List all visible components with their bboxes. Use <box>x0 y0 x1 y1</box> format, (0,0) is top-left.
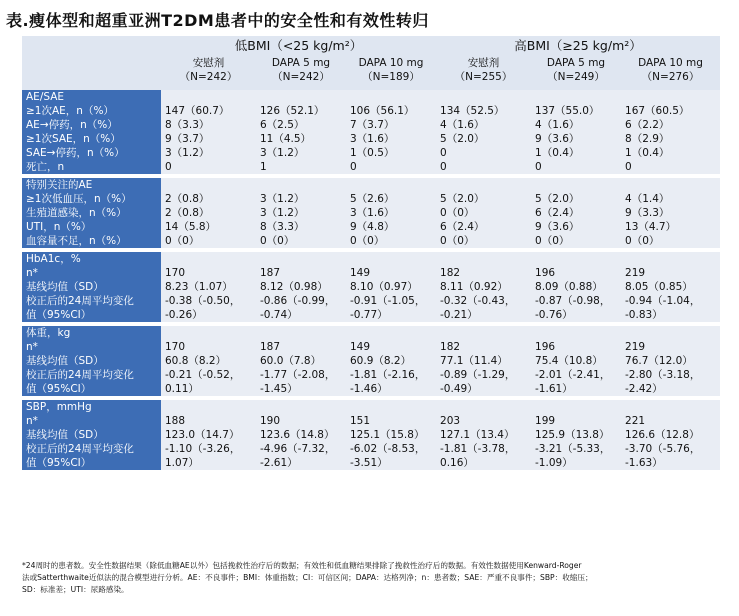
cell-value: 149 <box>350 341 371 353</box>
cell-value <box>440 252 527 266</box>
cell-value <box>260 326 342 340</box>
cell-value: 3（1.2） <box>165 147 210 159</box>
cell-value <box>350 178 432 192</box>
table-row <box>22 90 720 174</box>
table-row <box>22 400 720 470</box>
cell-value: -0.94（-1.04， <box>625 295 701 307</box>
cell-value: 5（2.6） <box>350 193 395 205</box>
cell-value <box>260 90 342 104</box>
cell-value: 5（2.0） <box>440 133 485 145</box>
row-label-cell <box>22 400 161 470</box>
row-label-cell <box>22 178 161 248</box>
value-cell <box>621 178 720 248</box>
value-cell <box>531 178 621 248</box>
cell-value: 8.10（0.97） <box>350 281 418 293</box>
cell-value: 0（0） <box>260 235 295 247</box>
cell-value: 8（3.3） <box>260 221 305 233</box>
cell-value <box>535 326 617 340</box>
cell-value: -3.21（-5.33， <box>535 443 611 455</box>
cell-value: 3（1.2） <box>260 147 305 159</box>
cell-value: -0.76） <box>535 309 573 321</box>
cell-value: 0 <box>535 161 542 173</box>
cell-value: 6（2.2） <box>625 119 670 131</box>
value-cell <box>531 252 621 322</box>
table-title: 表.瘦体型和超重亚洲T2DM患者中的安全性和有效性转归 <box>6 11 429 30</box>
row-label: n* <box>26 415 38 427</box>
value-cell <box>346 90 436 174</box>
cell-value: -6.02（-8.53， <box>350 443 426 455</box>
footnote-line: *24周时的患者数。安全性数据结果（除低血糖AE以外）包括挽救性治疗后的数据；有效性和低血糖结果排除了挽救性治疗后的数据。有效性数据使用Kenward-Roger <box>22 561 582 570</box>
value-cell <box>346 178 436 248</box>
cell-value <box>535 90 617 104</box>
cell-value: 8.11（0.92） <box>440 281 508 293</box>
cell-value <box>625 252 716 266</box>
cell-value: 106（56.1） <box>350 105 415 117</box>
cell-value: 0（0） <box>165 235 200 247</box>
value-cell <box>531 90 621 174</box>
cell-value: -1.09） <box>535 457 573 469</box>
cell-value: 1（0.4） <box>535 147 580 159</box>
cell-value: 137（55.0） <box>535 105 600 117</box>
column-name: DAPA 10 mg <box>358 57 424 69</box>
column-header-row <box>22 56 720 90</box>
row-label: 生殖道感染，n（%） <box>26 207 127 219</box>
cell-value: 219 <box>625 267 646 279</box>
cell-value: -0.49） <box>440 383 478 395</box>
cell-value <box>625 178 716 192</box>
cell-value <box>440 90 527 104</box>
group-header: 低BMI（<25 kg/m²） <box>161 36 436 56</box>
row-label: 体重，kg <box>26 327 71 339</box>
cell-value: 77.1（11.4） <box>440 355 508 367</box>
cell-value: 6（2.5） <box>260 119 305 131</box>
row-label-cell <box>22 90 161 174</box>
cell-value: 196 <box>535 341 556 353</box>
row-label: SAE→停药，n（%） <box>26 147 125 159</box>
cell-value: 13（4.7） <box>625 221 677 233</box>
cell-value: 196 <box>535 267 556 279</box>
cell-value: -0.38（-0.50， <box>165 295 241 307</box>
value-cell <box>161 326 256 396</box>
value-cell <box>256 326 346 396</box>
cell-value <box>535 252 617 266</box>
cell-value: -0.26） <box>165 309 203 321</box>
column-name: 安慰剂 <box>467 57 500 69</box>
cell-value: -2.61） <box>260 457 298 469</box>
cell-value: 187 <box>260 341 281 353</box>
cell-value <box>440 326 527 340</box>
cell-value: -0.32（-0.43， <box>440 295 516 307</box>
row-label-cell <box>22 252 161 322</box>
cell-value: 4（1.6） <box>535 119 580 131</box>
row-label: 基线均值（SD） <box>26 355 104 367</box>
cell-value: 9（3.6） <box>535 133 580 145</box>
cell-value: 4（1.4） <box>625 193 670 205</box>
cell-value: 125.9（13.8） <box>535 429 610 441</box>
row-label: AE/SAE <box>26 91 65 103</box>
cell-value: 7（3.7） <box>350 119 395 131</box>
corner-cell <box>22 36 161 56</box>
cell-value: 149 <box>350 267 371 279</box>
cell-value: 199 <box>535 415 556 427</box>
value-cell <box>256 178 346 248</box>
column-header <box>531 56 621 90</box>
cell-value: 188 <box>165 415 186 427</box>
cell-value: 0 <box>440 161 447 173</box>
cell-value <box>260 400 342 414</box>
cell-value: 75.4（10.8） <box>535 355 603 367</box>
cell-value: -0.21） <box>440 309 478 321</box>
cell-value: 11（4.5） <box>260 133 312 145</box>
row-label: 血容量不足，n（%） <box>26 235 127 247</box>
column-n: （N=249） <box>547 71 605 83</box>
cell-value: 170 <box>165 267 186 279</box>
cell-value: 5（2.0） <box>440 193 485 205</box>
column-header <box>161 56 256 90</box>
value-cell <box>161 90 256 174</box>
cell-value: 0 <box>440 147 447 159</box>
value-cell <box>436 252 531 322</box>
value-cell <box>161 178 256 248</box>
row-label: 校正后的24周平均变化 <box>26 369 134 381</box>
cell-value: -2.42） <box>625 383 663 395</box>
cell-value: 0（0） <box>625 235 660 247</box>
row-label: 特别关注的AE <box>26 179 93 191</box>
cell-value: 182 <box>440 267 461 279</box>
value-cell <box>436 178 531 248</box>
column-header <box>621 56 720 90</box>
value-cell <box>531 326 621 396</box>
cell-value: -1.81（-2.16， <box>350 369 426 381</box>
cell-value: 3（1.6） <box>350 133 395 145</box>
column-n: （N=189） <box>362 71 420 83</box>
row-label: n* <box>26 341 38 353</box>
row-label: UTI，n（%） <box>26 221 92 233</box>
cell-value: -0.91（-1.05， <box>350 295 426 307</box>
cell-value: 60.8（8.2） <box>165 355 227 367</box>
cell-value: -1.45） <box>260 383 298 395</box>
footnote <box>22 560 720 596</box>
cell-value: -1.61） <box>535 383 573 395</box>
cell-value: 0（0） <box>350 235 385 247</box>
row-label: 基线均值（SD） <box>26 281 104 293</box>
cell-value: 76.7（12.0） <box>625 355 693 367</box>
cell-value: 1（0.4） <box>625 147 670 159</box>
cell-value: 126.6（12.8） <box>625 429 700 441</box>
cell-value: 3（1.2） <box>260 193 305 205</box>
cell-value: 8.12（0.98） <box>260 281 328 293</box>
cell-value: 123.6（14.8） <box>260 429 335 441</box>
column-header <box>436 56 531 90</box>
cell-value <box>440 178 527 192</box>
cell-value: 147（60.7） <box>165 105 230 117</box>
cell-value: 2（0.8） <box>165 207 210 219</box>
cell-value: 9（3.7） <box>165 133 210 145</box>
cell-value <box>165 252 252 266</box>
cell-value: 60.0（7.8） <box>260 355 322 367</box>
cell-value <box>165 178 252 192</box>
row-label: ≥1次SAE，n（%） <box>26 133 121 145</box>
cell-value <box>625 90 716 104</box>
cell-value: -3.70（-5.76， <box>625 443 701 455</box>
cell-value: 60.9（8.2） <box>350 355 412 367</box>
corner-cell <box>22 56 161 90</box>
column-n: （N=242） <box>179 71 238 83</box>
cell-value: -1.46） <box>350 383 388 395</box>
column-n: （N=255） <box>454 71 513 83</box>
cell-value: 1.07） <box>165 457 199 469</box>
table-row <box>22 326 720 396</box>
cell-value: -1.63） <box>625 457 663 469</box>
cell-value: 8.09（0.88） <box>535 281 603 293</box>
cell-value: 1 <box>260 161 267 173</box>
cell-value: -1.77（-2.08， <box>260 369 336 381</box>
cell-value: 1（0.5） <box>350 147 395 159</box>
cell-value: 170 <box>165 341 186 353</box>
footnote-line: 法或Satterthwaite近似法的混合模型进行分析。AE：不良事件；BMI：体重指数；CI：可信区间；DAPA：达格列净；n：患者数；SAE：严重不良事件；SBP：收缩压； <box>22 573 593 582</box>
column-name: DAPA 10 mg <box>638 57 703 69</box>
cell-value: 0 <box>625 161 632 173</box>
group-header-row <box>22 36 720 56</box>
row-label: ≥1次AE，n（%） <box>26 105 114 117</box>
cell-value: 6（2.4） <box>440 221 485 233</box>
value-cell <box>161 252 256 322</box>
cell-value <box>350 326 432 340</box>
cell-value <box>350 90 432 104</box>
outcomes-table <box>22 36 720 470</box>
column-header <box>346 56 436 90</box>
value-cell <box>346 252 436 322</box>
cell-value: 221 <box>625 415 646 427</box>
row-label: AE→停药，n（%） <box>26 119 118 131</box>
column-name: DAPA 5 mg <box>546 57 606 69</box>
column-n: （N=276） <box>641 71 700 83</box>
row-label: 值（95%CI） <box>26 383 92 395</box>
value-cell <box>621 326 720 396</box>
group-header: 高BMI（≥25 kg/m²） <box>436 36 720 56</box>
cell-value: -0.77） <box>350 309 388 321</box>
row-label: 值（95%CI） <box>26 457 92 469</box>
cell-value: 0 <box>165 161 172 173</box>
value-cell <box>346 400 436 470</box>
cell-value <box>260 252 342 266</box>
cell-value: 126（52.1） <box>260 105 325 117</box>
cell-value <box>440 400 527 414</box>
cell-value <box>350 400 432 414</box>
cell-value: -1.81（-3.78， <box>440 443 516 455</box>
row-label: n* <box>26 267 38 279</box>
row-label: 值（95%CI） <box>26 309 92 321</box>
cell-value: 127.1（13.4） <box>440 429 515 441</box>
cell-value: 187 <box>260 267 281 279</box>
column-n: （N=242） <box>272 71 330 83</box>
row-label: SBP，mmHg <box>26 401 92 413</box>
cell-value: -0.87（-0.98， <box>535 295 611 307</box>
cell-value: 0 <box>350 161 357 173</box>
cell-value: 6（2.4） <box>535 207 580 219</box>
value-cell <box>436 400 531 470</box>
row-label-cell <box>22 326 161 396</box>
row-label: ≥1次低血压，n（%） <box>26 193 132 205</box>
value-cell <box>621 252 720 322</box>
cell-value <box>165 90 252 104</box>
cell-value <box>625 400 716 414</box>
cell-value: 3（1.6） <box>350 207 395 219</box>
value-cell <box>436 326 531 396</box>
cell-value: -2.01（-2.41， <box>535 369 611 381</box>
cell-value: 182 <box>440 341 461 353</box>
cell-value: 123.0（14.7） <box>165 429 240 441</box>
cell-value <box>535 400 617 414</box>
row-label: 校正后的24周平均变化 <box>26 295 134 307</box>
cell-value: 8（2.9） <box>625 133 670 145</box>
row-label: 校正后的24周平均变化 <box>26 443 134 455</box>
cell-value: 9（3.3） <box>625 207 670 219</box>
cell-value: -0.89（-1.29， <box>440 369 516 381</box>
cell-value: -3.51） <box>350 457 388 469</box>
cell-value: 0（0） <box>535 235 570 247</box>
cell-value: 0（0） <box>440 207 475 219</box>
value-cell <box>256 90 346 174</box>
row-label: HbA1c，% <box>26 253 81 265</box>
cell-value: 0.11） <box>165 383 199 395</box>
cell-value <box>350 252 432 266</box>
footnote-line: SD：标准差；UTI：尿路感染。 <box>22 585 129 594</box>
cell-value: -2.80（-3.18， <box>625 369 701 381</box>
cell-value: -0.83） <box>625 309 663 321</box>
cell-value: 8（3.3） <box>165 119 210 131</box>
cell-value <box>625 326 716 340</box>
cell-value <box>260 178 342 192</box>
column-name: DAPA 5 mg <box>271 57 331 69</box>
row-label: 死亡，n <box>26 161 65 173</box>
cell-value <box>165 400 252 414</box>
cell-value: 190 <box>260 415 281 427</box>
cell-value: 0（0） <box>440 235 475 247</box>
cell-value <box>535 178 617 192</box>
value-cell <box>436 90 531 174</box>
cell-value: 125.1（15.8） <box>350 429 425 441</box>
cell-value: -0.74） <box>260 309 298 321</box>
value-cell <box>256 400 346 470</box>
cell-value: 203 <box>440 415 461 427</box>
cell-value: 219 <box>625 341 646 353</box>
column-name: 安慰剂 <box>192 57 225 69</box>
cell-value <box>165 326 252 340</box>
cell-value: -1.10（-3.26， <box>165 443 241 455</box>
cell-value: 0.16） <box>440 457 474 469</box>
value-cell <box>346 326 436 396</box>
cell-value: 9（3.6） <box>535 221 580 233</box>
column-header <box>256 56 346 90</box>
cell-value: -4.96（-7.32， <box>260 443 336 455</box>
cell-value: 134（52.5） <box>440 105 505 117</box>
cell-value: 14（5.8） <box>165 221 217 233</box>
cell-value: 2（0.8） <box>165 193 210 205</box>
cell-value: 151 <box>350 415 371 427</box>
cell-value: 4（1.6） <box>440 119 485 131</box>
table-row <box>22 252 720 322</box>
value-cell <box>621 90 720 174</box>
cell-value: 8.05（0.85） <box>625 281 693 293</box>
cell-value: -0.21（-0.52， <box>165 369 241 381</box>
cell-value: 167（60.5） <box>625 105 690 117</box>
cell-value: 3（1.2） <box>260 207 305 219</box>
value-cell <box>531 400 621 470</box>
row-label: 基线均值（SD） <box>26 429 104 441</box>
table-row <box>22 178 720 248</box>
value-cell <box>161 400 256 470</box>
cell-value: 5（2.0） <box>535 193 580 205</box>
cell-value: 9（4.8） <box>350 221 395 233</box>
value-cell <box>621 400 720 470</box>
value-cell <box>256 252 346 322</box>
cell-value: -0.86（-0.99， <box>260 295 336 307</box>
cell-value: 8.23（1.07） <box>165 281 233 293</box>
